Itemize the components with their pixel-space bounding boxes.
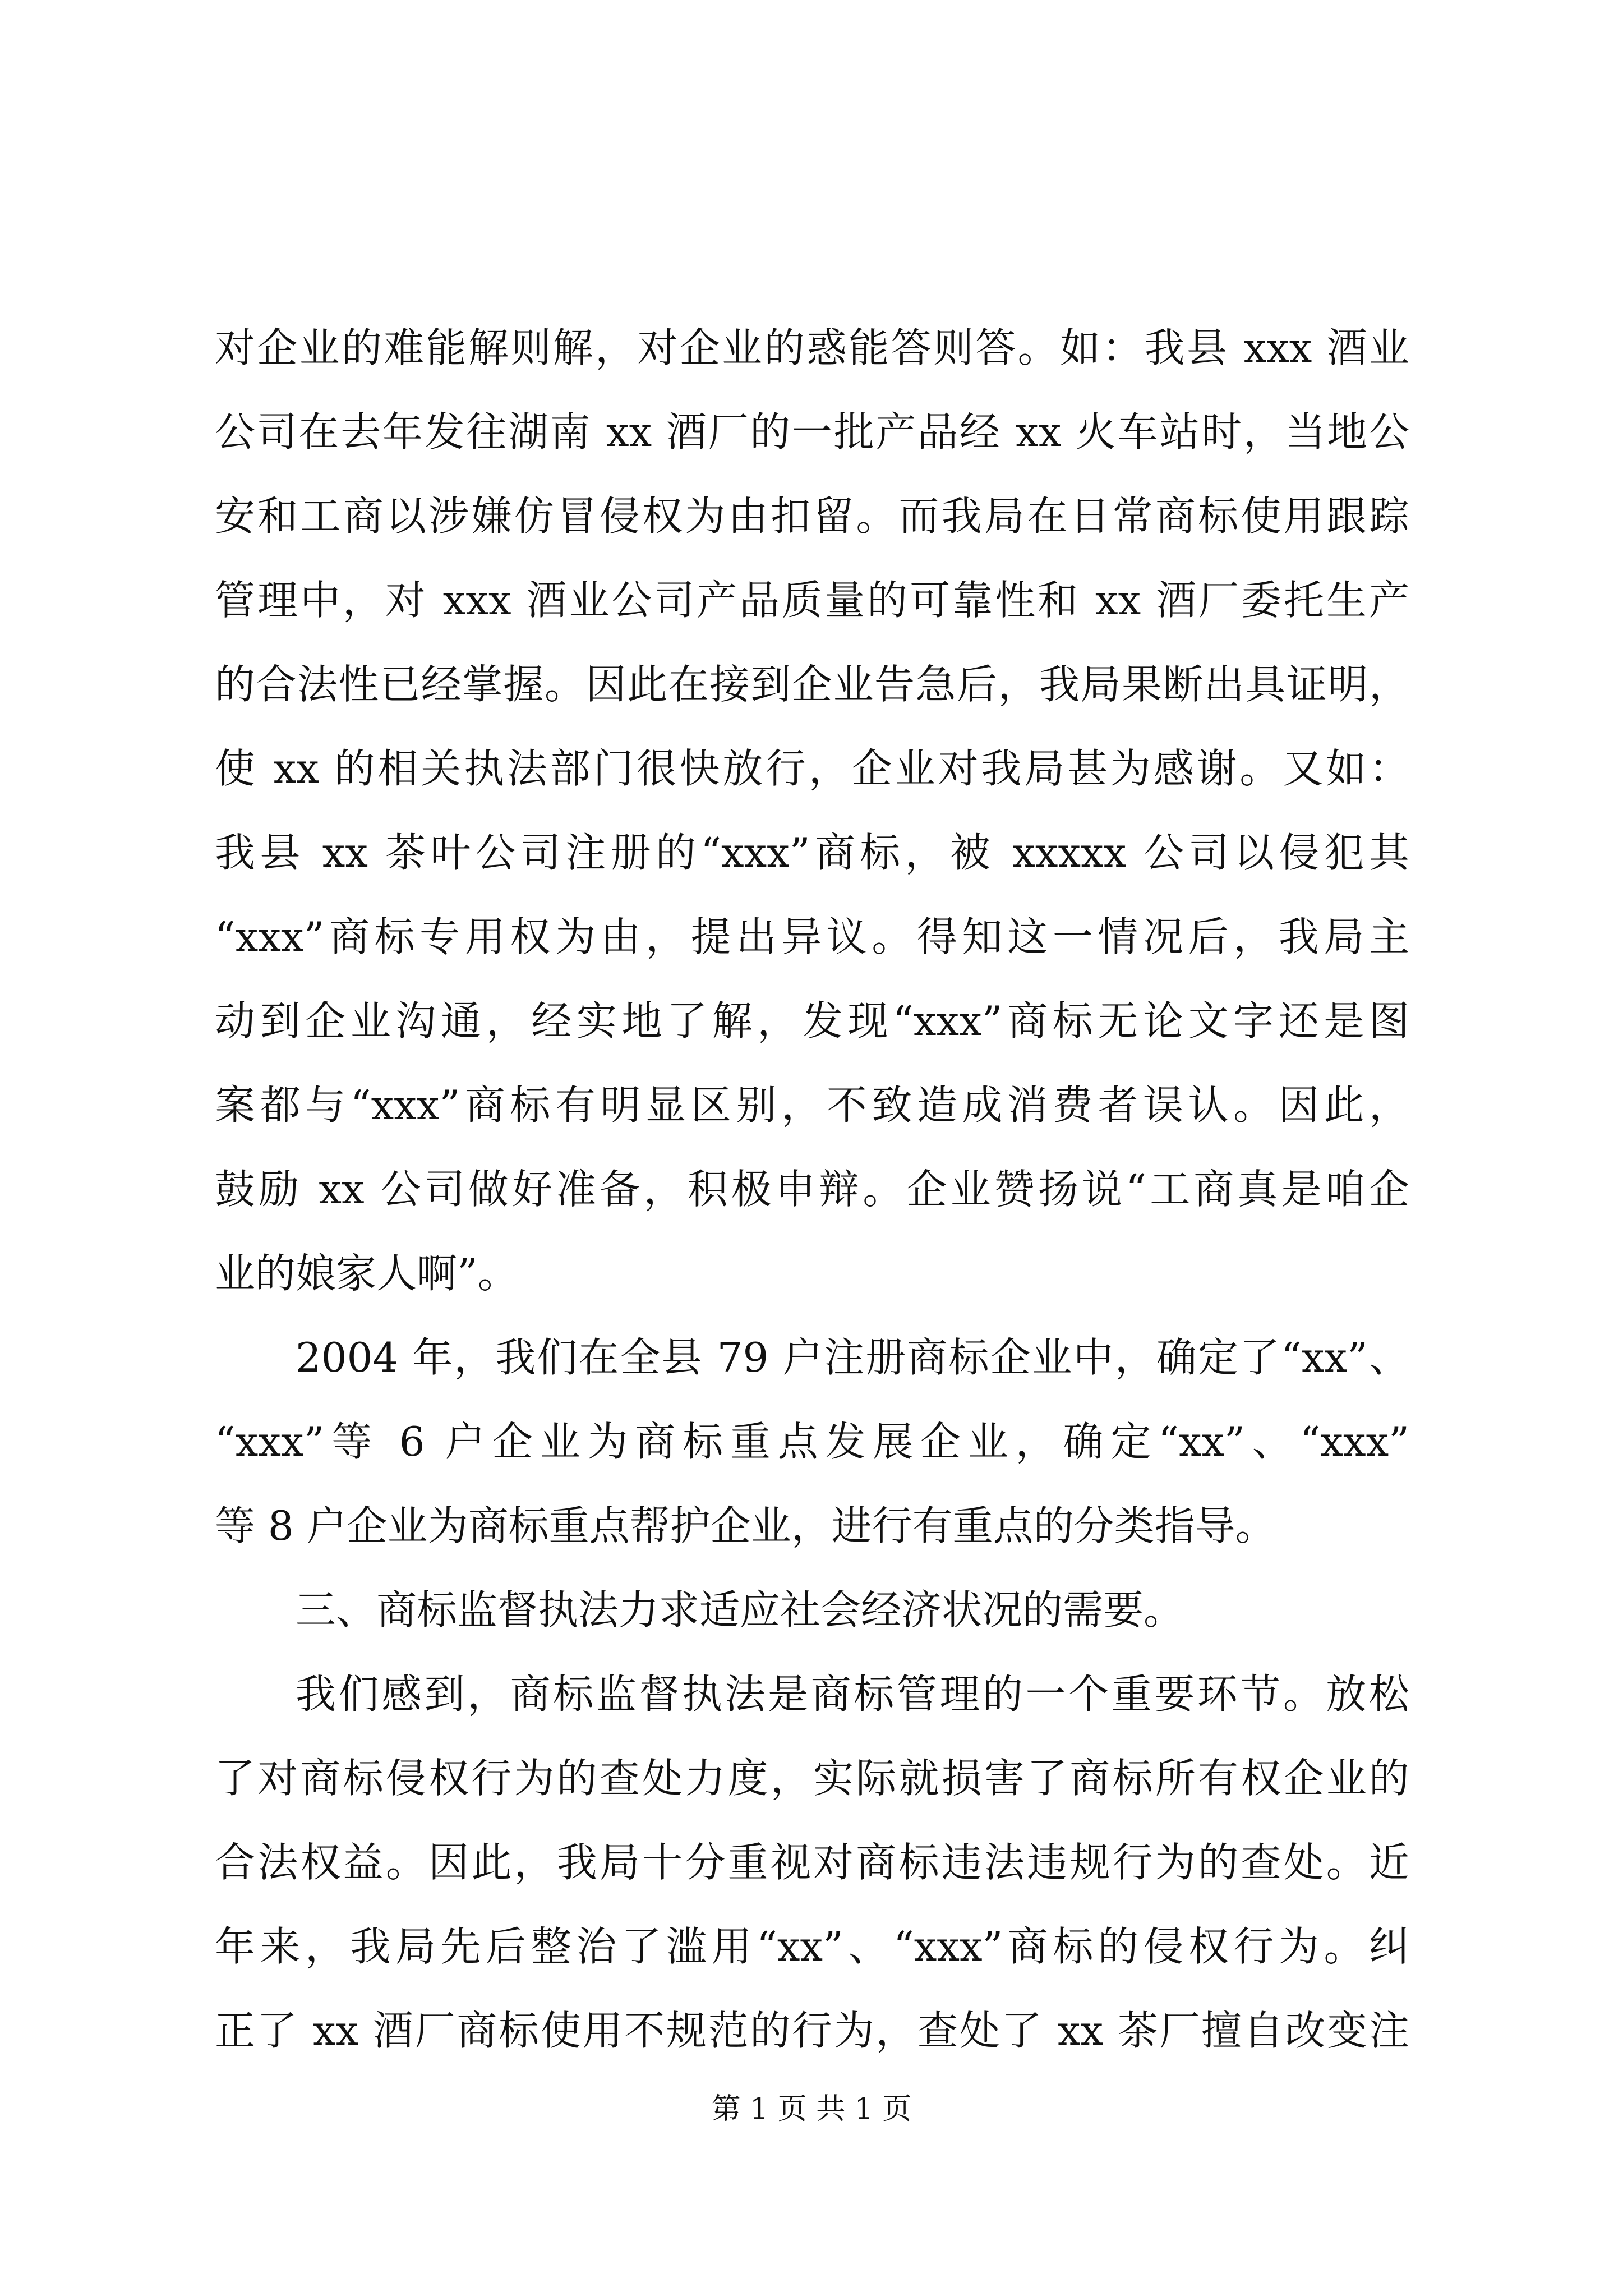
text-line: 正了 xx 酒厂商标使用不规范的行为，查处了 xx 茶厂擅自改变注 [215, 2007, 1409, 2054]
text-line: 业的娘家人啊”。 [215, 1250, 518, 1297]
text-line: 了对商标侵权行为的查处力度，实际就损害了商标所有权企业的 [215, 1755, 1409, 1802]
body-text [215, 306, 1409, 2073]
text-line: 对企业的难能解则解，对企业的惑能答则答。如：我县 xxx 酒业 [215, 324, 1409, 371]
text-line: “xxx”商标专用权为由，提出异议。得知这一情况后，我局主 [215, 913, 1409, 960]
text-line: 管理中，对 xxx 酒业公司产品质量的可靠性和 xx 酒厂委托生产 [215, 577, 1409, 624]
text-line: 使 xx 的相关执法部门很快放行，企业对我局甚为感谢。又如： [215, 745, 1409, 792]
text-line: 等 8 户企业为商标重点帮护企业，进行有重点的分类指导。 [215, 1502, 1276, 1549]
text-line: 鼓励 xx 公司做好准备，积极申辩。企业赞扬说“工商真是咱企 [215, 1166, 1409, 1213]
text-line: 我们感到，商标监督执法是商标管理的一个重要环节。放松 [296, 1671, 1409, 1718]
section-heading: 三、商标监督执法力求适应社会经济状况的需要。 [296, 1586, 1184, 1634]
text-line: 公司在去年发往湖南 xx 酒厂的一批产品经 xx 火车站时，当地公 [215, 408, 1409, 455]
text-line: 年来，我局先后整治了滥用“xx”、“xxx”商标的侵权行为。纠 [215, 1923, 1409, 1970]
text-line: 我县 xx 茶叶公司注册的“xxx”商标，被 xxxxx 公司以侵犯其 [215, 829, 1409, 876]
text-line: 2004 年，我们在全县 79 户注册商标企业中，确定了“xx”、 [296, 1334, 1409, 1381]
text-line: 合法权益。因此，我局十分重视对商标违法违规行为的查处。近 [215, 1839, 1409, 1886]
text-line: 的合法性已经掌握。因此在接到企业告急后，我局果断出具证明， [215, 661, 1409, 708]
text-line: “xxx”等 6 户企业为商标重点发展企业，确定“xx”、“xxx” [215, 1418, 1409, 1465]
page-number-footer: 第 1 页 共 1 页 [711, 2092, 912, 2126]
text-line: 动到企业沟通，经实地了解，发现“xxx”商标无论文字还是图 [215, 997, 1409, 1045]
text-line: 案都与“xxx”商标有明显区别，不致造成消费者误认。因此， [215, 1082, 1409, 1129]
text-line: 安和工商以涉嫌仿冒侵权为由扣留。而我局在日常商标使用跟踪 [215, 493, 1409, 540]
